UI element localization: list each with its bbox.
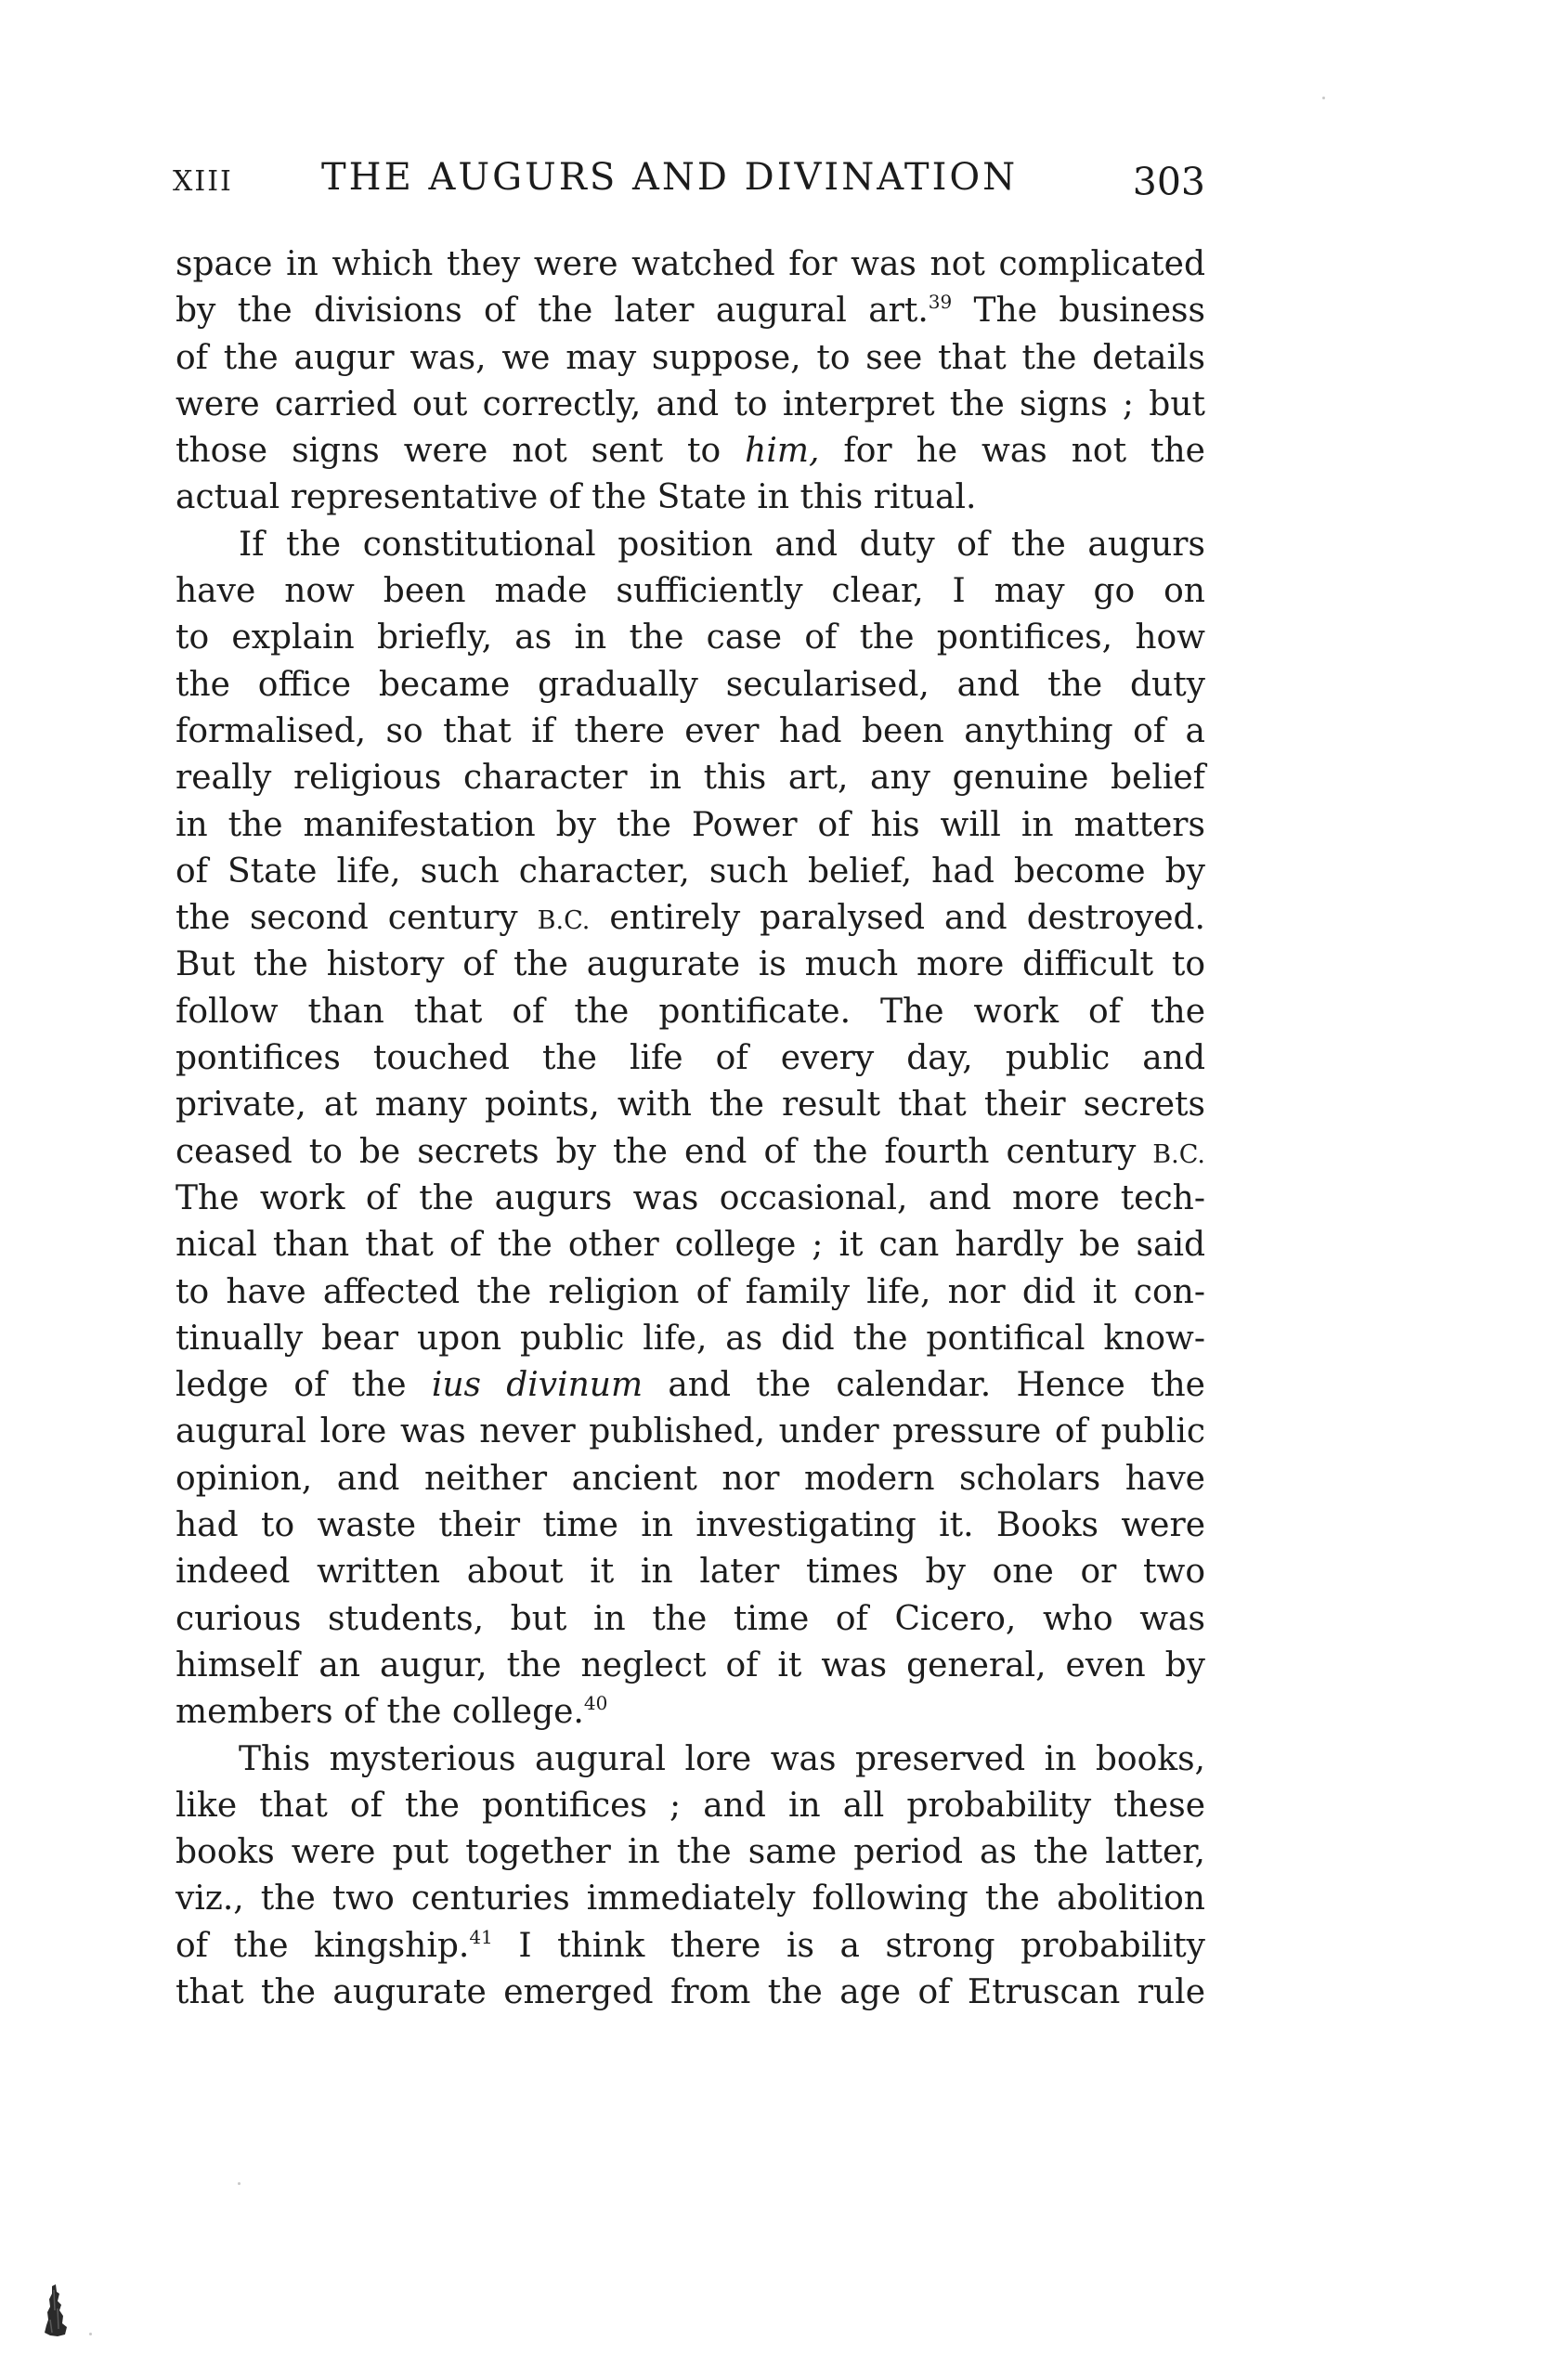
text-line: like that of the pontifices ; and in all probability these [176,1786,1205,1825]
text-line: But the history of the augurate is much more difficult to [176,945,1205,984]
text-line: in the manifestation by the Power of his will in matters [176,805,1205,844]
text-line: indeed written about it in later times by one or two [176,1553,1205,1592]
text-line: The work of the augurs was occasional, and more tech- [176,1178,1205,1217]
footnote-ref: 39 [928,291,953,314]
chapter-number: XIII [173,165,233,198]
paragraph-end-line: members of the college.$^{40}$ [176,1692,608,1732]
text-line: to have affected the religion of family life, nor did it con- [176,1272,1205,1311]
text-line: follow than that of the pontificate. The work of the [176,992,1205,1031]
text-line: formalised, so that if there ever had been anything of a [176,711,1205,750]
text-line: have now been made sufficiently clear, I may go on [176,572,1205,611]
text-line: augural lore was never published, under pressure of public [176,1412,1205,1451]
text-line: private, at many points, with the result that their secrets [176,1086,1205,1125]
text-line: space in which they were watched for was not complicated [176,245,1205,283]
paragraph-end-line: actual representative of the State in this ritual. [176,478,977,517]
text-line: viz., the two centuries immediately following the abolition [176,1879,1205,1918]
footnote-ref: 41 [469,1925,493,1948]
text-line: of State life, such character, such belief, had become by [176,852,1205,891]
paragraph-start-line: If the constitutional position and duty of the augurs [239,525,1205,564]
italic-term: ius divinum [431,1366,644,1405]
text-line: nical than that of the other college ; it can hardly be said [176,1226,1205,1265]
text-line: ledge of the ius divinum and the calendar. Hence the [176,1366,1205,1405]
text-line: had to waste their time in investigating it. Books were [176,1506,1205,1545]
small-caps-abbrev: B.C. [537,906,591,936]
ink-blot-mark [39,2282,72,2338]
text-line: that the augurate emerged from the age of Etruscan rule [176,1972,1205,2011]
text-line: of the augur was, we may suppose, to see that the details [176,338,1205,377]
text-line: ceased to be secrets by the end of the fourth century B.C. [176,1132,1205,1171]
paragraph-start-line: This mysterious augural lore was preserved in books, [239,1739,1205,1778]
text-line: those signs were not sent to him, for he was not the [176,432,1205,471]
text-line: the office became gradually secularised, and the duty [176,665,1205,704]
text-line: books were put together in the same period as the latter, [176,1833,1205,1872]
running-title: THE AUGURS AND DIVINATION [321,156,1019,199]
paper-speck [89,2333,92,2335]
italic-term: him, [745,432,820,471]
text-line: pontifices touched the life of every day, public and [176,1039,1205,1078]
text-line: himself an augur, the neglect of it was general, even by [176,1645,1205,1684]
paper-speck [1322,97,1325,99]
text-line: by the divisions of the later augural art.$^{39}$ The business [176,291,1206,331]
text-line: opinion, and neither ancient nor modern scholars have [176,1459,1205,1498]
text-line: curious students, but in the time of Cicero, who was [176,1599,1205,1638]
footnote-ref: 40 [583,1692,608,1715]
text-line: to explain briefly, as in the case of the pontifices, how [176,618,1205,657]
body-text [176,241,1205,2016]
small-caps-abbrev: B.C. [1152,1139,1205,1169]
text-line: were carried out correctly, and to interpret the signs ; but [176,384,1205,423]
text-line: tinually bear upon public life, as did the pontifical know- [176,1319,1205,1358]
page-number: 303 [1132,160,1205,204]
running-header [173,156,1205,212]
text-line: the second century B.C. entirely paralysed and destroyed. [176,899,1206,938]
text-line: really religious character in this art, any genuine belief [176,759,1205,798]
paper-speck [238,2182,240,2185]
text-line: of the kingship.$^{41}$ I think there is a strong probability [176,1925,1205,1965]
